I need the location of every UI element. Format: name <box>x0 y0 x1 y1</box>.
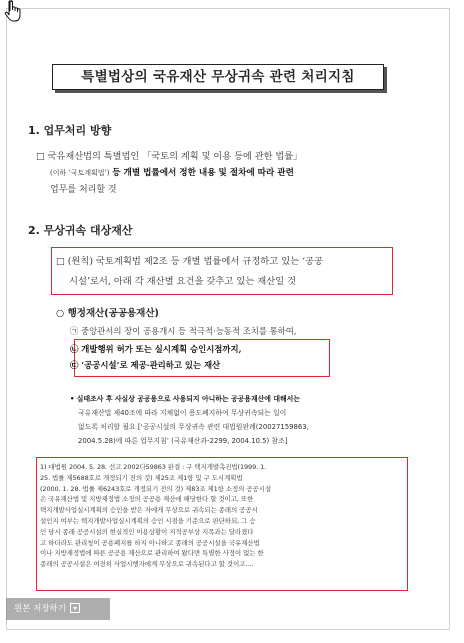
case-line: 25. 법률 제5688호로 개정되기 전의 것) 제25조 제1항 및 구 도시계획법 <box>40 473 243 482</box>
case-line: (2000. 1. 28. 법률 제6243호로 개정되기 전의 것) 제83조 제1항 소정의 공공시설 <box>40 484 272 493</box>
section1-line3: 업무를 처리할 것 <box>50 185 117 195</box>
case-line: 1) 대법원 2004. 5. 28. 선고 2002다59863 판결 : 구 택지개발촉진법(1999. 1. <box>40 463 267 471</box>
condition-item-2: ㉡ 개발행위 허가 또는 실시계획 승인시점까지, <box>70 344 242 354</box>
section1-paragraph <box>36 148 436 199</box>
court-ruling-footnote <box>40 462 392 582</box>
case-line: 은 국유재산법 및 지방재정법 소정의 공공용 재산에 해당한다 할 것이고, 또한 <box>40 495 254 504</box>
chevron-down-icon[interactable] <box>70 603 80 613</box>
section2-heading: 2. 무상귀속 대상재산 <box>28 224 133 237</box>
section1-heading: 1. 업무처리 방향 <box>28 124 112 137</box>
principle-line1: □ (원칙) 국토계획법 제2조 등 개별 법률에서 규정하고 있는 ‘공공 <box>56 256 324 267</box>
sub-heading-administrative-property: ○ 행정재산(공공용재산) <box>56 308 159 319</box>
case-line: 인 당시 종래 공공시설의 현실적인 이용상황이 지적공부상 지목과는 달라졌다 <box>40 527 254 536</box>
survey-note <box>70 392 400 448</box>
condition-item-3: ㉢ ‘공공시설’로 제공·관리하고 있는 재산 <box>70 360 221 370</box>
document-title: 특별법상의 국유재산 무상귀속 관련 처리지침 <box>52 64 384 90</box>
save-original-button[interactable] <box>6 598 110 620</box>
principle-paragraph <box>56 252 386 296</box>
case-line: 이나 지방재정법에 따른 공공용 재산으로 관리하여 왔다면 특별한 사정이 없는 한 <box>40 549 264 558</box>
case-line: 설인지 여부는 택지개발사업실시계획의 승인 시점을 기준으로 판단하되, 그 승 <box>40 516 256 525</box>
section1-line1: □ 국유재산법의 특별법인 「국토의 계획 및 이용 등에 관한 법률」 <box>36 151 303 162</box>
note-line1: • 실태조사 후 사실상 공공용으로 사용되지 아니하는 공공용재산에 대해서는 <box>70 395 300 403</box>
section1-line2-rest: 등 개별 법률에서 정한 내용 및 절차에 따라 관련 <box>112 168 294 178</box>
save-original-label: 원본 저장하기 <box>14 604 66 614</box>
principle-line2: 시설’로서, 아래 각 재산별 요건을 갖추고 있는 재산일 것 <box>69 276 297 287</box>
section1-line2-prefix: (이하 ‘국토계획법’) <box>50 169 110 177</box>
section1-line2 <box>36 165 436 182</box>
case-line: 고 하더라도 관리청이 공용폐지를 하지 아니하고 종래의 공공시설을 국유재산법 <box>40 538 260 547</box>
condition-item-1: ㉠ 중앙관서의 장이 공용개시 등 적극적·능동적 조치를 통하여, <box>70 326 297 336</box>
hand-cursor-icon <box>4 0 22 22</box>
note-line3: 없도록 처리할 필요 [‘공공시설의 무상귀속 관련 대법원판례(20027159863, <box>78 423 309 431</box>
note-line4: 2004.5.28)에 따른 업무지침’ (국유재산과-2299, 2004.10.5) 참조] <box>78 437 288 445</box>
case-line: 택지개발사업실시계획의 승인을 받은 자에게 무상으로 귀속되는 종래의 공공시 <box>40 506 258 515</box>
case-line: 종래의 공공시설은 여전히 사업시행자에게 무상으로 귀속된다고 할 것이고.... <box>40 560 254 569</box>
note-line2: 국유재산법 제40조에 따라 지체없이 용도폐지하여 무상귀속되는 일이 <box>78 409 287 417</box>
